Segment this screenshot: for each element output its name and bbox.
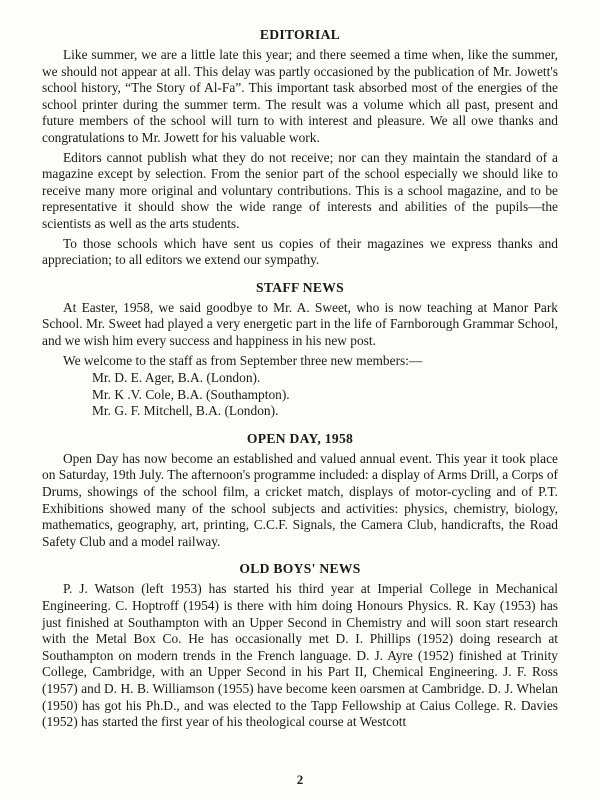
- page-number: 2: [296, 772, 304, 787]
- editorial-section: [42, 26, 558, 269]
- list-item: Mr. D. E. Ager, B.A. (London).: [92, 370, 261, 386]
- page-content: [42, 26, 558, 731]
- staff-news-paragraph: We welcome to the staff as from September three new members:—: [63, 352, 423, 368]
- editorial-heading: EDITORIAL: [259, 27, 341, 42]
- staff-news-heading: STAFF NEWS: [256, 279, 344, 295]
- new-staff-list: [42, 370, 558, 420]
- open-day-heading: OPEN DAY, 1958: [246, 430, 354, 446]
- list-item: Mr. G. F. Mitchell, B.A. (London).: [92, 403, 279, 419]
- editorial-paragraph: Like summer, we are a little late this year; and there seemed a time when, like the summer, we should not appear at all. This delay was partly occasioned by the publication of Mr. Jowett's school history, “The Story of Al-Fa”. This important task absorbed most of the energies of the school printer during the summer term. The result was a volume which all past, present and future members of the school will turn to with interest and pleasure. We all owe thanks and congratulations to Mr. Jowett for his valuable work.: [42, 47, 558, 145]
- old-boys-news-paragraph: P. J. Watson (left 1953) has started his third year at Imperial College in Mechanical Engineering. C. Hoptroff (1954) is there with him doing Honours Physics. R. Kay (1953) has just finished at Southampton with an Upper Second in Chemistry and will soon start research with the Metal Box Co. He has occasionally met D. I. Phillips (1952) doing research at Southampton on modern trends in the French language. D. J. Ayre (1952) finished at Trinity College, Cambridge, with an Upper Second in his Part II, Chemical Engineering. J. F. Ross (1957) and D. H. B. Williamson (1955) have become keen oarsmen at Cambridge. D. J. Whelan (1950) has got his Ph.D., and was elected to the Tapp Fellowship at Caius College. R. Davies (1952) has started the first year of his theological course at Westcott: [42, 581, 558, 730]
- staff-news-paragraph: At Easter, 1958, we said goodbye to Mr. A. Sweet, who is now teaching at Manor Park School. Mr. Sweet had played a very energetic part in the life of Farnborough Grammar School, and we wish him every success and happiness in his new post.: [42, 299, 558, 348]
- editorial-paragraph: Editors cannot publish what they do not receive; nor can they maintain the standard of a magazine except by selection. From the senior part of the school especially we should like to receive many more original and voluntary contributions. This is a school magazine, and to be representative it should show the wide range of interests and abilities of the pupils—the scientists as well as the arts students.: [42, 149, 558, 231]
- editorial-paragraph: To those schools which have sent us copies of their magazines we express thanks and appreciation; to all editors we extend our sympathy.: [42, 235, 558, 268]
- open-day-paragraph: Open Day has now become an established and valued annual event. This year it took place on Saturday, 19th July. The afternoon's programme included: a display of Arms Drill, a Corps of Drums, showings of the school film, a cricket match, displays of motor-cycling and of P.T. Exhibitions showed many of the school subjects and activities: physics, chemistry, biology, mathematics, geography, art, printing, C.C.F. Signals, the Camera Club, handicrafts, the Road Safety Club and a model railway.: [42, 450, 558, 549]
- open-day-section: [42, 430, 558, 551]
- list-item: Mr. K .V. Cole, B.A. (Southampton).: [92, 386, 290, 402]
- old-boys-news-section: [42, 560, 558, 730]
- staff-news-section: [42, 279, 558, 420]
- old-boys-news-heading: OLD BOYS' NEWS: [239, 561, 361, 577]
